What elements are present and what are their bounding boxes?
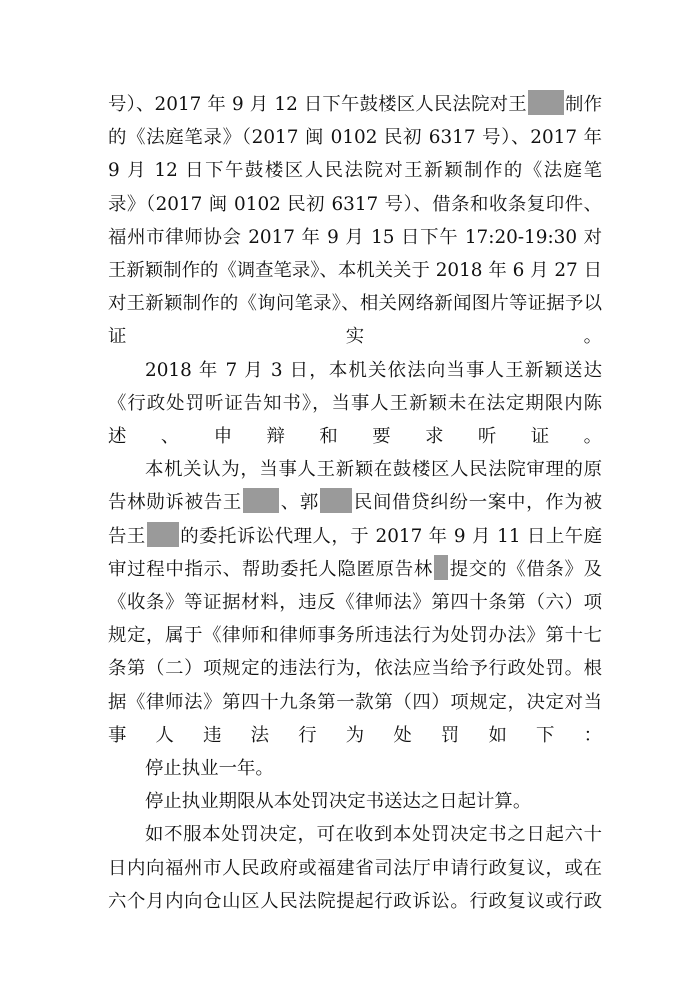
text-run: 本机关认为，当事人王新颖在鼓楼区人民法院审理的原告林勋诉被告王	[108, 459, 602, 514]
text-run: 提交的《借条》及《收条》等证据材料，违反《律师法》第四十条第（六）项规定，属于《律师和律师事务所违法行为处罚办法》第十七条第（二）项规定的违法行为，依法应当给予行政处罚。根据《律师法》第四十九条第一款第（四）项规定，决定对当事人违法行为处罚如下：	[108, 558, 602, 746]
text-run: 、郭	[280, 492, 320, 514]
paragraph-notice: 2018 年 7 月 3 日，本机关依法向当事人王新颖送达《行政处罚听证告知书》，当事人王新颖未在法定期限内陈述、申辩和要求听证。	[108, 359, 602, 448]
document-body	[108, 88, 602, 918]
paragraph-evidence	[108, 88, 602, 354]
text-run: 的委托诉讼代理人，于 2017 年 9 月 11 日上午庭审过程中指示、帮助委托人隐匿原告林	[108, 525, 602, 580]
redaction-block	[243, 488, 279, 513]
paragraph-term: 停止执业期限从本处罚决定书送达之日起计算。	[145, 791, 532, 813]
text-run: 制作的《法庭笔录》（2017 闽 0102 民初 6317 号）、2017 年 9 月 12 日下午鼓楼区人民法院对王新颖制作的《法庭笔录》（2017 闽 0102 民初 6317 号）、借条和收条复印件、福州市律师协会 2017 年 9 月 15 日下午 17:20-19:30 对王新颖制作的《调查笔录》、本机关关于 2018 年 6 月 27 日对王新颖制作的《询问笔录》、相关网络新闻图片等证据予以证实。	[108, 94, 602, 348]
redaction-block	[320, 488, 352, 513]
text-run: 民间借贷纠纷一案中，作为被告王	[108, 492, 602, 547]
text-run: 号）、2017 年 9 月 12 日下午鼓楼区人民法院对王	[108, 94, 527, 115]
paragraph-penalty: 停止执业一年。	[145, 758, 274, 780]
redaction-block	[528, 90, 564, 115]
redaction-block	[434, 555, 448, 580]
redaction-block	[147, 522, 179, 547]
paragraph-appeal: 如不服本处罚决定，可在收到本处罚决定书之日起六十日内向福州市人民政府或福建省司法厅申请行政复议，或在六个月内向仓山区人民法院提起行政诉讼。行政复议或行政	[108, 824, 602, 912]
paragraph-finding	[108, 453, 602, 752]
